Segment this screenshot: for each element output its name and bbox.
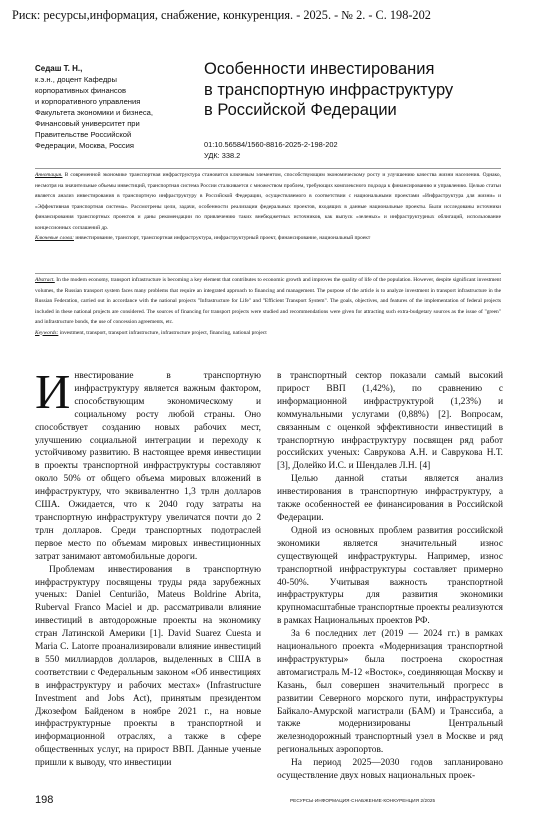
author-affiliation-line: Федерации, Москва, Россия <box>35 141 135 150</box>
paragraph <box>35 364 261 564</box>
paragraph-text: нвестирование в транспортную инфраструктуру является важным фактором, способствующим экономическому и социальному росту любой страны. Оно способствует созданию новых рабочих мест, улучшению социальной интеграции и переходу к устойчивому развитию. В настоящее время инвестиции в проекты транспортной инфраструктуры составляют около 50% от общего объема мировых вложений в инфраструктуру, что эквивалентно 1,3 трлн долларов США. Ожидается, что к 2040 году затраты на транспортную инфраструктуру увеличатся почти до 2 трлн долларов. Среди транспортных подотраслей первое место по объемам мировых инвестиционных затрат занимают автомобильные дороги. <box>35 371 261 562</box>
abstract-english <box>35 275 501 338</box>
running-header: Риск: ресурсы,информация, снабжение, конкуренция. - 2025. - № 2. - С. 198-202 <box>12 8 431 22</box>
paragraph: За 6 последних лет (2019 — 2024 гг.) в рамках национального проекта «Модернизация транспортной инфраструктуры» была построена скоростная автомагистраль М-12 «Восток», соединяющая Москву и Казань, был совершен значительный прогресс в развитии Северного морского пути, инфраструктуры Байкало-Амурской магистрали (БАМ) и Транссиба, а также модернизированы Центральный железнодорожный транспортный узел в Москве и ряд региональных аэропортов. <box>277 629 503 756</box>
author-info <box>35 63 185 151</box>
abstract-russian <box>35 170 501 244</box>
paragraph: Одной из основных проблем развития российской экономики является значительный износ существующей инфраструктуры. Например, износ транспортной инфраструктуры составляет примерно 40-50%. Учитывая важность транспортной инфраструктуры для развития экономики крупномасштабные транспортные проекты реализуются в рамках Национальных проектов РФ. <box>277 525 503 627</box>
paragraph: Целью данной статьи является анализ инвестирования в транспортную инфраструктуру, а также особенностей ее финансирования в Российской Федерации. <box>277 474 503 523</box>
udk: УДК: 338.2 <box>204 151 241 160</box>
drop-cap: И <box>35 364 71 419</box>
article-title <box>204 59 514 121</box>
title-line: в транспортную инфраструктуру <box>204 80 454 99</box>
author-affiliation-line: к.э.н., доцент Кафедры <box>35 75 117 84</box>
abstract-label: Abstract. <box>35 277 55 283</box>
title-line: Особенности инвестирования <box>204 60 435 78</box>
author-affiliation-line: и корпоративного управления <box>35 97 141 106</box>
body-column-left <box>35 364 261 770</box>
footer-journal-name: РЕСУРСЫ·ИНФОРМАЦИЯ·СНАБЖЕНИЕ·КОНКУРЕНЦИЯ 2/2025 <box>290 798 436 803</box>
abstract-text: In the modern economy, transport infrastructure is becoming a key element that contributes to economic growth and improves the quality of life of the population. However, despite significant investment volumes, the Russian transport system faces many problems that require an integrated approach to financing and management. The purpose of the article is to analyze investment in transport infrastructure in the Russian Federation, carried out in accordance with the national projects "Infrastructure for Life" and "Efficient Transport System". The goals, objectives, and features of the implementation of federal projects included in these national projects are considered. The sources of financing for transport projects were studied and recommendations were given for attracting such extra-budgetary sources as the issue of "green" and infrastructure bonds, the use of concession agreements, etc. <box>35 277 501 325</box>
title-line: в Российской Федерации <box>204 101 397 119</box>
abstract-text: В современной экономике транспортная инфраструктура становится ключевым элементом, способствующим экономическому росту и улучшению качества жизни населения. Однако, несмотря на значительные объемы инвестиций, транспортная система России сталкивается с множеством проблем, требующих комплексного подхода к финансированию и управлению. Целью статьи является анализ инвестирования в транспортную инфраструктуру в Российской Федерации, осуществляемого в соответствии с национальными проектами «Инфраструктура для жизни» и «Эффективная транспортная система». Рассмотрены цели, задачи, особенности реализации федеральных проектов, входящих в данные национальные проекты. Были исследованы источники финансирования транспортных проектов и даны рекомендации по привлечению таких внебюджетных источников, как выпуск «зеленых» и инфраструктурных облигаций, использование концессионных соглашений др. <box>35 172 501 231</box>
author-affiliation-line: корпоративных финансов <box>35 86 127 95</box>
author-affiliation-line: Факультета экономики и бизнеса, <box>35 108 153 117</box>
page-number: 198 <box>35 794 54 806</box>
keywords-text: investment, transport, transport infrastructure, infrastructure project, financing, national project <box>58 329 267 336</box>
divider <box>35 168 501 169</box>
author-name: Седаш Т. Н., <box>35 64 83 73</box>
divider <box>35 273 501 274</box>
abstract-label: Аннотация. <box>35 172 63 178</box>
keywords-text: инвестирование, транспорт, транспортная инфраструктура, инфраструктурный проект, финансирование, национальный проект <box>74 235 371 241</box>
paragraph: На период 2025—2030 годов запланировано осуществление двух новых национальных проек- <box>277 758 503 782</box>
author-affiliation-line: Правительстве Российской <box>35 130 132 139</box>
author-affiliation-line: Финансовый университет при <box>35 119 140 128</box>
paragraph: Проблемам инвестирования в транспортную инфраструктуру посвящены труды ряда зарубежных ученых: Daniel Centurião, Mateus Boldrine Abrita, Ruberval Franco Maciel и др. рассматривали влияние инвестиций в автодорожные проекты на экономику стран Латинской Америки [1]. David Suarez Cuesta и Maria C. Latorre проанализировали влияние инвестиций в 550 миллиардов долларов, выделенных в США в соответствии с Федеральным законом «Об инвестициях в инфраструктуру и рабочих местах» (Infrastructure Investment and Jobs Act), принятым президентом Джозефом Байденом в ноябре 2021 г., на новые инфраструктурные проекты в транспортной и информационной отраслях, а также в сфере общественных услуг, на прирост ВВП. Данные ученые пришли к выводу, что инвестиции <box>35 564 261 769</box>
body-column-right <box>277 370 503 783</box>
keywords-label: Keywords: <box>35 329 59 336</box>
article-identifiers <box>204 139 338 161</box>
doi: 01:10.56584/1560-8816-2025-2-198-202 <box>204 140 338 149</box>
paragraph: в транспортный сектор показали самый высокий прирост ВВП (1,42%), по сравнению с информационной инфраструктурой (1,23%) и коммунальными услугами (0,88%) [2]. Вопросам, связанным с оценкой эффективности инвестиций в транспортную инфраструктуру посвящен ряд работ российских ученых: Саврукова А.Н. и Саврукова Н.Т. [3], Долейко И.С. и Шендалев Л.Н. [4] <box>277 371 503 472</box>
keywords-label: Ключевые слова: <box>35 235 74 241</box>
